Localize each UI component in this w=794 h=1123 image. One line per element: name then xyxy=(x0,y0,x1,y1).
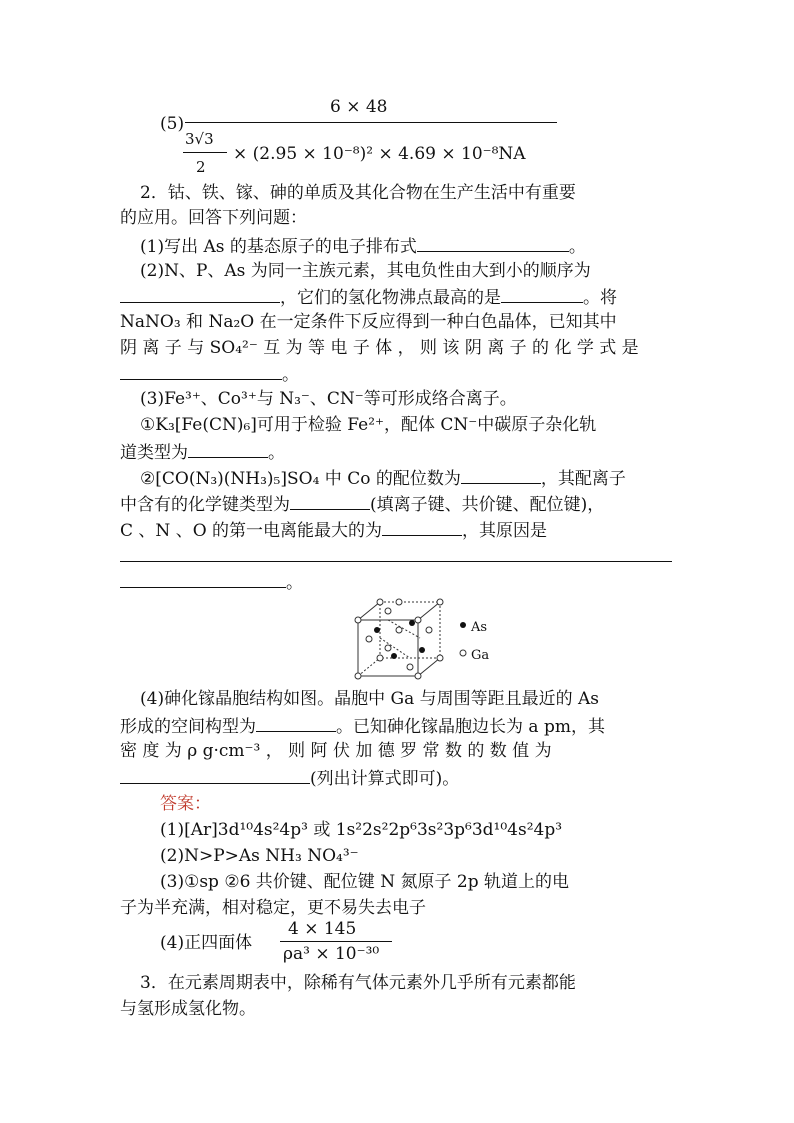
q5-numerator: 6 × 48 xyxy=(330,97,388,117)
q2-part3-2a-end: ，其配离子 xyxy=(540,469,626,489)
answer-blank[interactable] xyxy=(120,544,672,562)
q5-label: (5) xyxy=(160,114,185,134)
q2-part3-2c xyxy=(120,518,547,542)
legend-ga-marker xyxy=(460,650,466,656)
q2-part3-2c-end: ，其原因是 xyxy=(462,521,548,541)
q2-part2-b-text: ，它们的氢化物沸点最高的是 xyxy=(280,288,501,308)
legend-as-label: As xyxy=(471,620,488,635)
answer-blank[interactable] xyxy=(120,285,280,303)
gaas-unit-cell-diagram xyxy=(350,598,500,680)
q2-part2-c: NaNO₃ 和 Na₂O 在一定条件下反应得到一种白色晶体，已知其中 xyxy=(120,312,617,332)
q5-den-rest: × (2.95 × 10⁻⁸)² × 4.69 × 10⁻⁸NA xyxy=(233,144,526,164)
q2-part3-1a: ①K₃[Fe(CN)₆]可用于检验 Fe²⁺，配体 CN⁻中碳原子杂化轨 xyxy=(140,415,597,435)
answer-1: (1)[Ar]3d¹⁰4s²4p³ 或 1s²2s²2p⁶3s²3p⁶3d¹⁰4s²4p³ xyxy=(160,820,563,840)
q2-part3-1b xyxy=(120,440,285,464)
q2-part2-b xyxy=(120,285,617,309)
q2-part2-e-text: 。 xyxy=(282,365,299,385)
q2-part4-b xyxy=(120,714,605,738)
q2-intro-1: 2．钴、铁、镓、砷的单质及其化合物在生产生活中有重要 xyxy=(140,183,576,203)
q2-part3-2e xyxy=(120,570,303,594)
q2-part3: (3)Fe³⁺、Co³⁺与 N₃⁻、CN⁻等可形成络合离子。 xyxy=(140,389,517,409)
answer-blank[interactable] xyxy=(417,234,569,252)
q5-fraction-bar xyxy=(185,122,557,123)
q2-part3-2b-end: (填离子键、共价键、配位键)， xyxy=(370,495,605,515)
answer-2: (2)N>P>As NH₃ NO₄³⁻ xyxy=(160,846,359,866)
q2-part3-1c-text: 。 xyxy=(268,443,285,463)
answer-blank[interactable] xyxy=(188,440,268,458)
answer-blank[interactable] xyxy=(256,714,336,732)
answer-3a: (3)①sp ②6 共价键、配位键 N 氮原子 2p 轨道上的电 xyxy=(160,872,569,892)
q3-line-1: 3．在元素周期表中，除稀有气体元素外几乎所有元素都能 xyxy=(140,973,576,993)
answer-blank[interactable] xyxy=(120,362,282,380)
q2-part4-b-text: 形成的空间构型为 xyxy=(120,717,256,737)
q2-part4-d xyxy=(120,766,459,790)
q2-part3-2d xyxy=(120,544,672,568)
q2-part2-b-end: 。将 xyxy=(583,288,617,308)
q2-part4-d-text: (列出计算式即可)。 xyxy=(310,769,460,789)
legend-ga-label: Ga xyxy=(471,648,490,663)
q2-part4-b-end: 。已知砷化镓晶胞边长为 a pm，其 xyxy=(336,717,605,737)
q3-line-2: 与氢形成氢化物。 xyxy=(120,999,256,1019)
q5-den-coef-num: 3√3 xyxy=(185,130,214,148)
q5-den-coef-den: 2 xyxy=(196,158,206,176)
answer-4-denominator: ρa³ × 10⁻³⁰ xyxy=(283,944,380,964)
q2-intro-2: 的应用。回答下列问题： xyxy=(120,208,307,228)
answer-blank[interactable] xyxy=(290,492,370,510)
answers-label: 答案： xyxy=(160,794,211,814)
q2-part3-2a-text: ②[CO(N₃)(NH₃)₅]SO₄ 中 Co 的配位数为 xyxy=(140,469,461,489)
answer-4-fraction-bar xyxy=(280,941,392,942)
answer-4-numerator: 4 × 145 xyxy=(288,919,357,939)
q2-part1-text: (1)写出 As 的基态原子的电子排布式 xyxy=(140,237,417,257)
answer-4-label: (4)正四面体 xyxy=(160,933,253,953)
q5-den-coef-bar xyxy=(183,152,227,153)
q2-part2-d: 阴 离 子 与 SO₄²⁻ 互 为 等 电 子 体 ， 则 该 阴 离 子 的 化 学 式 是 xyxy=(120,338,639,358)
answer-blank[interactable] xyxy=(382,518,462,536)
legend-as-marker xyxy=(460,622,466,628)
q2-part3-2c-text: C 、N 、O 的第一电离能最大的为 xyxy=(120,521,383,541)
answer-blank[interactable] xyxy=(501,285,583,303)
q2-part2-e xyxy=(120,362,299,386)
q2-part4-c: 密 度 为 ρ g·cm⁻³ ， 则 阿 伏 加 德 罗 常 数 的 数 值 为 xyxy=(120,741,552,761)
q2-part3-2a xyxy=(140,466,626,490)
q2-part1: (1)写出 As 的基态原子的电子排布式 。 xyxy=(140,234,586,258)
q2-part3-2b xyxy=(120,492,604,516)
answer-blank[interactable] xyxy=(461,466,541,484)
answer-blank[interactable] xyxy=(120,570,286,588)
q2-part4-a: (4)砷化镓晶胞结构如图。晶胞中 Ga 与周围等距且最近的 As xyxy=(140,689,600,709)
answer-3b: 子为半充满，相对稳定，更不易失去电子 xyxy=(120,898,426,918)
q2-part3-2e-text: 。 xyxy=(286,573,303,593)
q2-part2-a: (2)N、P、As 为同一主族元素，其电负性由大到小的顺序为 xyxy=(140,261,591,281)
q2-part3-1b-text: 道类型为 xyxy=(120,443,188,463)
answer-blank[interactable] xyxy=(120,766,310,784)
q2-part3-2b-text: 中含有的化学键类型为 xyxy=(120,495,290,515)
